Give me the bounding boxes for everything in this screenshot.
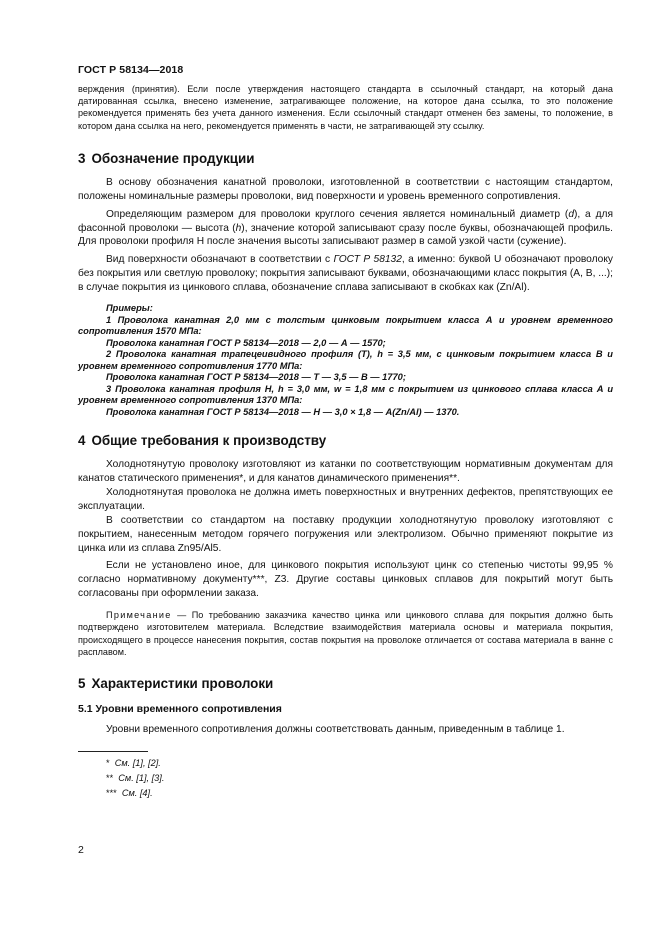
- page-content: [78, 83, 613, 801]
- subsection-5-1-heading: [78, 702, 613, 716]
- footnote-separator: [78, 751, 148, 752]
- section-5-title: Характеристики проволоки: [91, 675, 274, 691]
- section-3-paragraph-1: В основу обозначения канатной проволоки, изготовленной в соответствии с настоящим стандартом, положены номинальные размеры проволоки, вид поверхности и уровень временного сопротивления.: [78, 176, 613, 202]
- section-3-paragraph-3: Вид поверхности обозначают в соответствии с ГОСТ Р 58132, а именно: буквой U обозначают проволоку без покрытия или светлую проволоку; покрытия записывают буквами, обозначающими класс покрытия (A, B, ...); в случае покрытия из цинкового сплава, обозначение сплава записывают в скобках как (Zn/Al).: [78, 254, 614, 294]
- example-3: 3 Проволока канатная профиля Н, h = 3,0 мм, w = 1,8 мм с покрытием из цинкового сплава класса А и уровнем временного сопротивления 1370 МПа:: [78, 383, 613, 406]
- example-2-designation: Проволока канатная ГОСТ Р 58134—2018 — Т — 3,5 — В — 1770;: [106, 372, 406, 383]
- section-5-number: 5: [78, 675, 86, 691]
- section-4-number: 4: [78, 433, 86, 449]
- footnote-3: *** См. [4].: [106, 787, 153, 798]
- note-text: — По требованию заказчика качество цинка или цинкового сплава для покрытия должно быть подтверждено изготовителем материала. Вследствие взаимодействия материала основы и материала покрытия, происходящего в процессе нанесения покрытия, состав покрытия на проволоке отличается от состава материала в ванне с расплавом.: [78, 610, 613, 657]
- section-3-paragraph-2: Определяющим размером для проволоки круглого сечения является номинальный диаметр (d), а для фасонной проволоки — высота (h), значение которой записывают сразу после буквы, обозначающей профиль. Для проволоки профиля H после значения высоты записывают размер в самой узкой части (сужение).: [78, 208, 613, 248]
- section-4-title: Общие требования к производству: [91, 433, 327, 449]
- running-header: ГОСТ Р 58134—2018: [78, 64, 184, 76]
- page-number: 2: [78, 844, 84, 856]
- section-4-paragraph-3: В соответствии со стандартом на поставку продукции холоднотянутую проволоку изготовляют с покрытием, нанесенным методом горячего погружения или электролизом. Обычно применяют покрытие из цинка или из сплава Zn95/Al5.: [78, 514, 613, 554]
- section-4-note: [78, 609, 613, 658]
- section-3-number: 3: [78, 150, 86, 166]
- standard-reference: ГОСТ Р 58132: [333, 254, 402, 266]
- note-label: Примечание: [106, 610, 172, 621]
- examples-label: Примеры:: [106, 303, 153, 314]
- subsection-5-1-title: Уровни временного сопротивления: [95, 702, 282, 715]
- symbol-h: h: [235, 222, 242, 234]
- example-2: 2 Проволока канатная трапецеивидного профиля (Т), h = 3,5 мм, с цинковым покрытием класса В и уровнем временного сопротивления 1770 МПа:: [78, 349, 613, 371]
- example-1: 1 Проволока канатная 2,0 мм с толстым цинковым покрытием класса А и уровнем временного сопротивления 1570 МПа:: [78, 314, 613, 337]
- section-5-paragraph-1: Уровни временного сопротивления должны соответствовать данным, приведенным в таблице 1.: [106, 723, 565, 735]
- section-4-paragraph-2: Холоднотянутая проволока не должна иметь поверхностных и внутренних дефектов, препятствующих ее эксплуатации.: [78, 486, 613, 512]
- footnote-2: ** См. [1], [3].: [106, 772, 165, 783]
- subsection-5-1-number: 5.1: [78, 702, 93, 715]
- examples-block: [78, 303, 613, 418]
- symbol-d: d: [568, 208, 574, 220]
- example-3-designation: Проволока канатная ГОСТ Р 58134—2018 — Н — 3,0 × 1,8 — A(Zn/Al) — 1370.: [106, 406, 460, 417]
- section-4-heading: [78, 433, 613, 449]
- section-4-paragraph-1: Холоднотянутую проволоку изготовляют из катанки по соответствующим нормативным документам для канатов статического применения*, и для канатов динамического применения**.: [78, 459, 613, 484]
- section-3-title: Обозначение продукции: [91, 150, 255, 166]
- footnote-1: * См. [1], [2].: [106, 757, 161, 768]
- footnotes: [78, 756, 613, 801]
- section-4-paragraph-4: Если не установлено иное, для цинкового покрытия используют цинк со степенью чистоты 99,95 % согласно нормативному документу***, Z3. Другие составы цинковых сплавов для покрытий могут быть согласованы при оформлении заказа.: [78, 560, 613, 600]
- example-1-designation: Проволока канатная ГОСТ Р 58134—2018 — 2,0 — А — 1570;: [106, 337, 386, 348]
- section-5-heading: [78, 676, 613, 692]
- intro-paragraph: верждения (принятия). Если после утверждения настоящего стандарта в ссылочный стандарт, на который дана датированная ссылка, внесено изменение, затрагивающее положение, на которое дана ссылка, то это положение рекомендуется применять без учета данного изменения. Если ссылочный стандарт отменен без замены, то положение, в котором дана ссылка на него, рекомендуется применять в части, не затрагивающей эту ссылку.: [78, 84, 613, 131]
- section-3-heading: [78, 151, 613, 167]
